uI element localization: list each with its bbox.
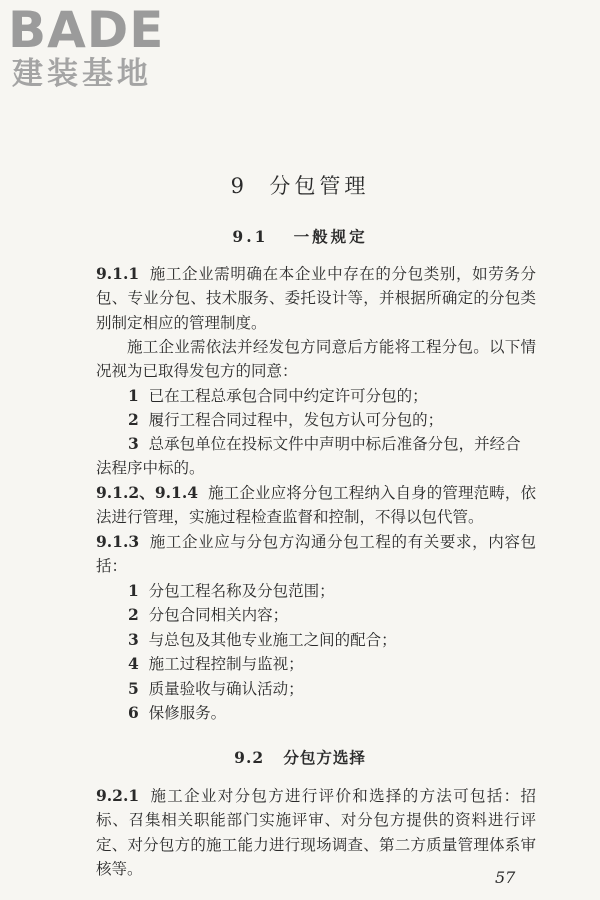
item-text: 保修服务。 [148,704,227,722]
item-number: 1 [128,386,139,405]
section-9-1-title [0,225,600,247]
clause-number: 9.1.3 [96,532,140,551]
clause-9-1-3 [96,530,536,579]
chapter-number: 9 [230,174,248,198]
item-number: 4 [128,654,139,673]
consent-paragraph: 施工企业需依法并经发包方同意后方能将工程分包。以下情况视为已取得发包方的同意： [96,338,536,381]
clause-text: 施工企业应与分包方沟通分包工程的有关要求，内容包括： [96,533,536,576]
bade-logo [8,1,178,92]
item-text: 与总包及其他专业施工之间的配合； [148,631,397,649]
content-item-5 [128,677,536,701]
section-name: 一般规定 [293,227,368,246]
item-text: 履行工程合同过程中，发包方认可分包的； [148,411,444,429]
item-number: 5 [128,679,139,698]
clause-text: 施工企业应将分包工程纳入自身的管理范畴，依法进行管理，实施过程检查监督和控制，不得以包代管。 [96,484,536,527]
logo-chinese-text: 建装基地 [12,56,152,92]
item-text: 总承包单位在投标文件中声明中标后准备分包，并经合法程序中标的。 [96,435,521,478]
chapter-title [0,170,600,200]
clause-9-2-1 [96,784,536,881]
content-item-6 [128,701,536,725]
item-text: 质量验收与确认活动； [148,680,304,698]
content-item-4 [128,652,536,676]
section-number: 9.1 [232,227,269,246]
section-name: 分包方选择 [283,748,366,767]
consent-item-2 [128,408,536,432]
item-number: 3 [128,630,139,649]
item-number: 3 [128,434,139,453]
item-text: 分包合同相关内容； [148,606,289,624]
clause-number: 9.1.2、9.1.4 [96,483,199,502]
clause-9-1-2-9-1-4 [96,481,536,530]
chapter-name: 分包管理 [269,174,370,198]
content-item-2 [128,603,536,627]
item-text: 施工过程控制与监视； [148,655,304,673]
clause-text: 施工企业对分包方进行评价和选择的方法可包括：招标、召集相关职能部门实施评审、对分包方提供的资料进行评定、对分包方的施工能力进行现场调查、第二方质量管理体系审核等。 [96,787,536,878]
logo-latin-text: BADE [8,1,165,59]
item-text: 已在工程总承包合同中约定许可分包的； [148,387,428,405]
clause-number: 9.1.1 [96,264,140,283]
clause-number: 9.2.1 [96,786,140,805]
consent-item-1 [128,384,536,408]
item-number: 1 [128,581,139,600]
item-number: 6 [128,703,139,722]
item-number: 2 [128,410,139,429]
item-text: 分包工程名称及分包范围； [148,582,335,600]
clause-text: 施工企业需明确在本企业中存在的分包类别，如劳务分包、专业分包、技术服务、委托设计等，并根据所确定的分包类别制定相应的管理制度。 [96,265,536,332]
section-9-2-title [0,746,600,768]
section-number: 9.2 [234,748,265,767]
content-item-3 [128,628,536,652]
content-item-1 [128,579,536,603]
page-number: 57 [495,868,516,887]
item-number: 2 [128,605,139,624]
consent-item-3 [96,432,536,481]
clause-9-1-1 [96,262,536,335]
